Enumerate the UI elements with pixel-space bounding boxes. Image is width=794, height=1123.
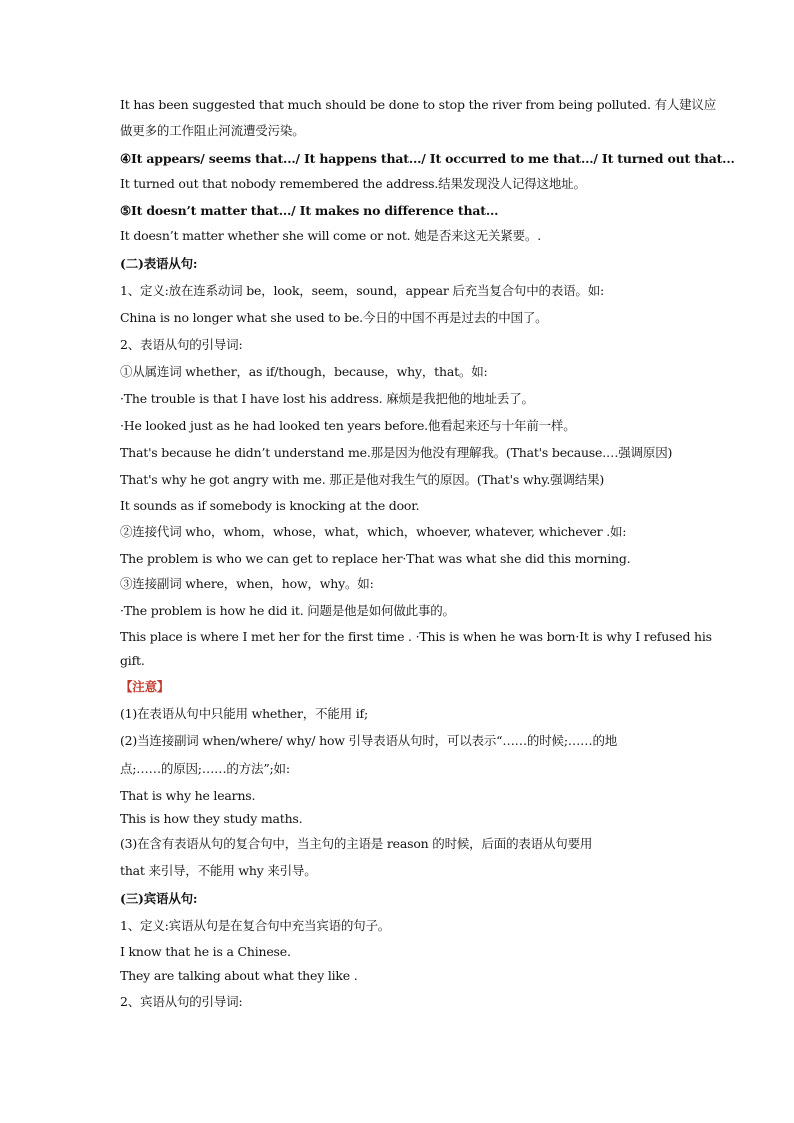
text-line: They are talking about what they like . xyxy=(120,968,358,983)
text-line: (3)在含有表语从句的复合句中，当主句的主语是 reason 的时候，后面的表语从句要用 xyxy=(120,836,593,851)
section-heading: (三)宾语从句: xyxy=(120,891,198,906)
text-line: gift. xyxy=(120,653,145,668)
text-line: I know that he is a Chinese. xyxy=(120,944,291,959)
text-line: It has been suggested that much should be done to stop the river from being polluted. 有人建议应 xyxy=(120,97,717,112)
note-heading: 【注意】 xyxy=(120,679,170,694)
text-line: ②连接代词 who，whom，whose，what，which，whoever, whatever, whichever .如: xyxy=(120,524,627,539)
text-line: That is why he learns. xyxy=(120,788,256,803)
text-line: ①从属连词 whether，as if/though，because，why，that。如: xyxy=(120,364,488,379)
text-line: 点;……的原因;……的方法”;如: xyxy=(120,761,290,776)
text-line: 1、定义:宾语从句是在复合句中充当宾语的句子。 xyxy=(120,918,391,933)
text-line: 1、定义:放在连系动词 be，look，seem，sound，appear 后充当复合句中的表语。如: xyxy=(120,283,605,298)
text-line: 做更多的工作阻止河流遭受污染。 xyxy=(120,123,305,138)
text-line: 2、表语从句的引导词: xyxy=(120,337,243,352)
subheading: ⑤It doesn’t matter that.../ It makes no difference that... xyxy=(120,203,499,218)
text-line: This place is where I met her for the first time . ·This is when he was born·It is why I refused his xyxy=(120,629,712,644)
text-line: The problem is who we can get to replace her·That was what she did this morning. xyxy=(120,551,631,566)
text-line: That's why he got angry with me. 那正是他对我生气的原因。(That's why.强调结果) xyxy=(120,472,605,487)
text-line: (1)在表语从句中只能用 whether，不能用 if; xyxy=(120,706,368,721)
text-line: That's because he didn’t understand me.那是因为他没有理解我。(That's because.…强调原因) xyxy=(120,445,673,460)
text-line: 2、宾语从句的引导词: xyxy=(120,994,243,1009)
text-line: China is no longer what she used to be.今日的中国不再是过去的中国了。 xyxy=(120,310,548,325)
text-line: ·The trouble is that I have lost his address. 麻烦是我把他的地址丢了。 xyxy=(120,391,534,406)
text-line: It turned out that nobody remembered the address.结果发现没人记得这地址。 xyxy=(120,176,586,191)
section-heading: (二)表语从句: xyxy=(120,256,198,271)
text-line: that 来引导，不能用 why 来引导。 xyxy=(120,863,317,878)
text-line: It doesn’t matter whether she will come or not. 她是否来这无关紧要。. xyxy=(120,228,542,243)
text-line: It sounds as if somebody is knocking at the door. xyxy=(120,498,420,513)
text-line: (2)当连接副词 when/where/ why/ how 引导表语从句时，可以表示“……的时候;……的地 xyxy=(120,733,618,748)
subheading: ④It appears/ seems that.../ It happens that.../ It occurred to me that.../ It turned out that... xyxy=(120,151,735,166)
text-line: ③连接副词 where，when，how，why。如: xyxy=(120,576,374,591)
text-line: This is how they study maths. xyxy=(120,811,303,826)
text-line: ·The problem is how he did it. 问题是他是如何做此事的。 xyxy=(120,603,455,618)
text-line: ·He looked just as he had looked ten years before.他看起来还与十年前一样。 xyxy=(120,418,576,433)
